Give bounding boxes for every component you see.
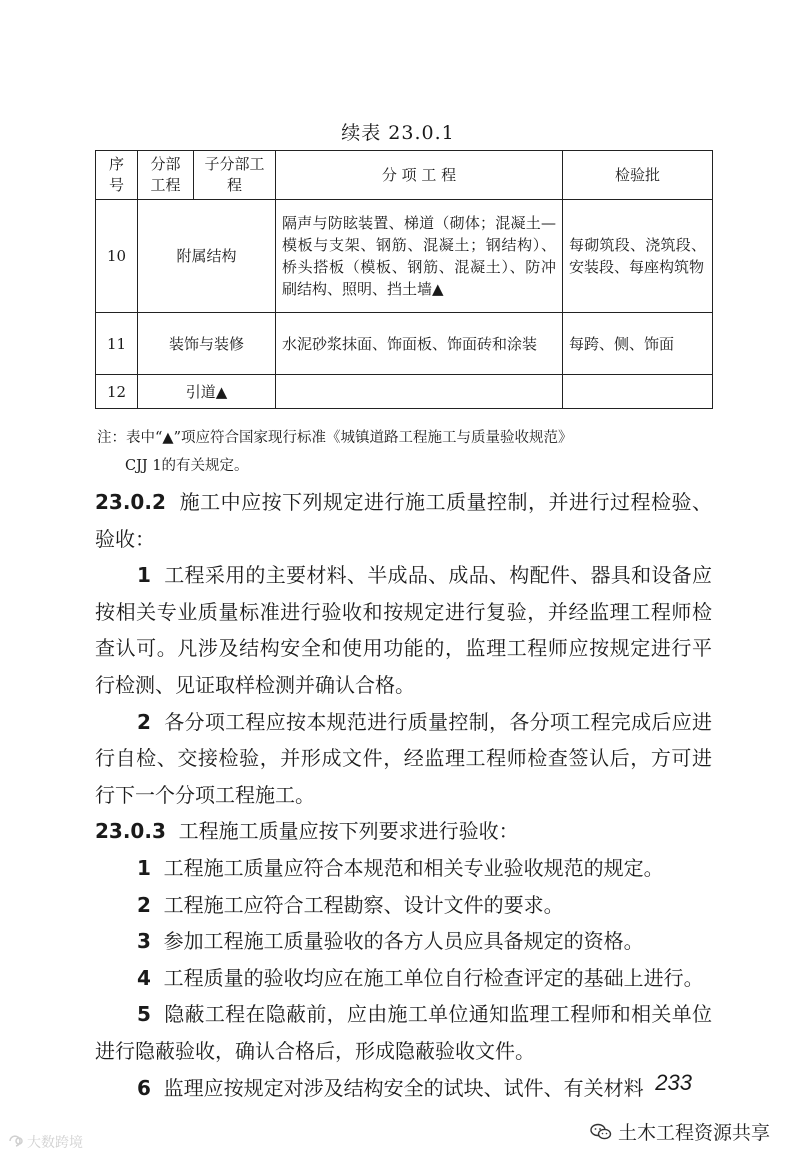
note-line-1: 注：表中“▲”项应符合国家现行标准《城镇道路工程施工与质量验收规范》 <box>97 430 573 446</box>
cell-no: 12 <box>96 375 138 409</box>
table-row <box>96 200 713 313</box>
header-item: 分 项 工 程 <box>276 151 563 200</box>
header-subdivision: 子分部工程 <box>194 151 276 200</box>
page-number: 233 <box>655 1070 692 1095</box>
cell-no: 11 <box>96 313 138 375</box>
clause-text: 工程施工质量应按下列要求进行验收： <box>178 819 519 844</box>
cell-division: 引道▲ <box>138 375 276 409</box>
body-text <box>95 484 712 1106</box>
cell-item <box>276 375 563 409</box>
cell-no: 10 <box>96 200 138 313</box>
list-item: 1 工程施工质量应符合本规范和相关专业验收规范的规定。 <box>137 855 664 880</box>
clause-text: 施工中应按下列规定进行施工质量控制，并进行过程检验、验收： <box>95 490 713 551</box>
cell-division: 附属结构 <box>138 200 276 313</box>
list-item: 3 参加工程施工质量验收的各方人员应具备规定的资格。 <box>137 929 644 954</box>
wechat-icon <box>590 1123 612 1141</box>
list-item: 5 隐蔽工程在隐蔽前，应由施工单位通知监理工程师和相关单位进行隐蔽验收，确认合格后，形成隐蔽验收文件。 <box>95 1002 712 1063</box>
watermark-text: 大数跨境 <box>27 1134 83 1150</box>
watermark-icon <box>8 1134 24 1151</box>
table-row <box>96 313 713 375</box>
header-division: 分部工程 <box>138 151 194 200</box>
clause-23-0-3 <box>95 813 712 850</box>
clause-23-0-2 <box>95 484 712 557</box>
watermark <box>8 1132 83 1152</box>
spec-table <box>95 150 713 409</box>
header-batch: 检验批 <box>563 151 713 200</box>
clause-number: 23.0.2 <box>95 490 166 514</box>
clause-number: 23.0.3 <box>95 819 166 844</box>
cell-batch <box>563 375 713 409</box>
cell-batch: 每跨、侧、饰面 <box>563 313 713 375</box>
brand-badge <box>590 1118 770 1145</box>
note-line-2: CJJ 1的有关规定。 <box>125 458 249 474</box>
cell-batch: 每砌筑段、浇筑段、安装段、每座构筑物 <box>563 200 713 313</box>
cell-item: 水泥砂浆抹面、饰面板、饰面砖和涂装 <box>276 313 563 375</box>
header-no: 序号 <box>96 151 138 200</box>
table-header-row <box>96 151 713 200</box>
list-item: 2 各分项工程应按本规范进行质量控制，各分项工程完成后应进行自检、交接检验，并形成文件，经监理工程师检查签认后，方可进行下一个分项工程施工。 <box>95 709 712 807</box>
list-item: 4 工程质量的验收均应在施工单位自行检查评定的基础上进行。 <box>137 965 704 990</box>
list-item: 6 监理应按规定对涉及结构安全的试块、试件、有关材料 <box>137 1075 644 1100</box>
cell-item: 隔声与防眩装置、梯道（砌体；混凝土—模板与支架、钢筋、混凝土；钢结构）、桥头搭板（模板、钢筋、混凝土）、防冲刷结构、照明、挡土墙▲ <box>276 200 563 313</box>
table-row <box>96 375 713 409</box>
table-note <box>97 424 712 480</box>
list-item: 2 工程施工应符合工程勘察、设计文件的要求。 <box>137 892 564 917</box>
table-caption: 续表 23.0.1 <box>341 122 455 144</box>
list-item: 1 工程采用的主要材料、半成品、成品、构配件、器具和设备应按相关专业质量标准进行验收和按规定进行复验，并经监理工程师检查认可。凡涉及结构安全和使用功能的，监理工程师应按规定进行平行检测、见证取样检测并确认合格。 <box>95 563 712 697</box>
cell-division: 装饰与装修 <box>138 313 276 375</box>
brand-name: 土木工程资源共享 <box>617 1123 770 1144</box>
